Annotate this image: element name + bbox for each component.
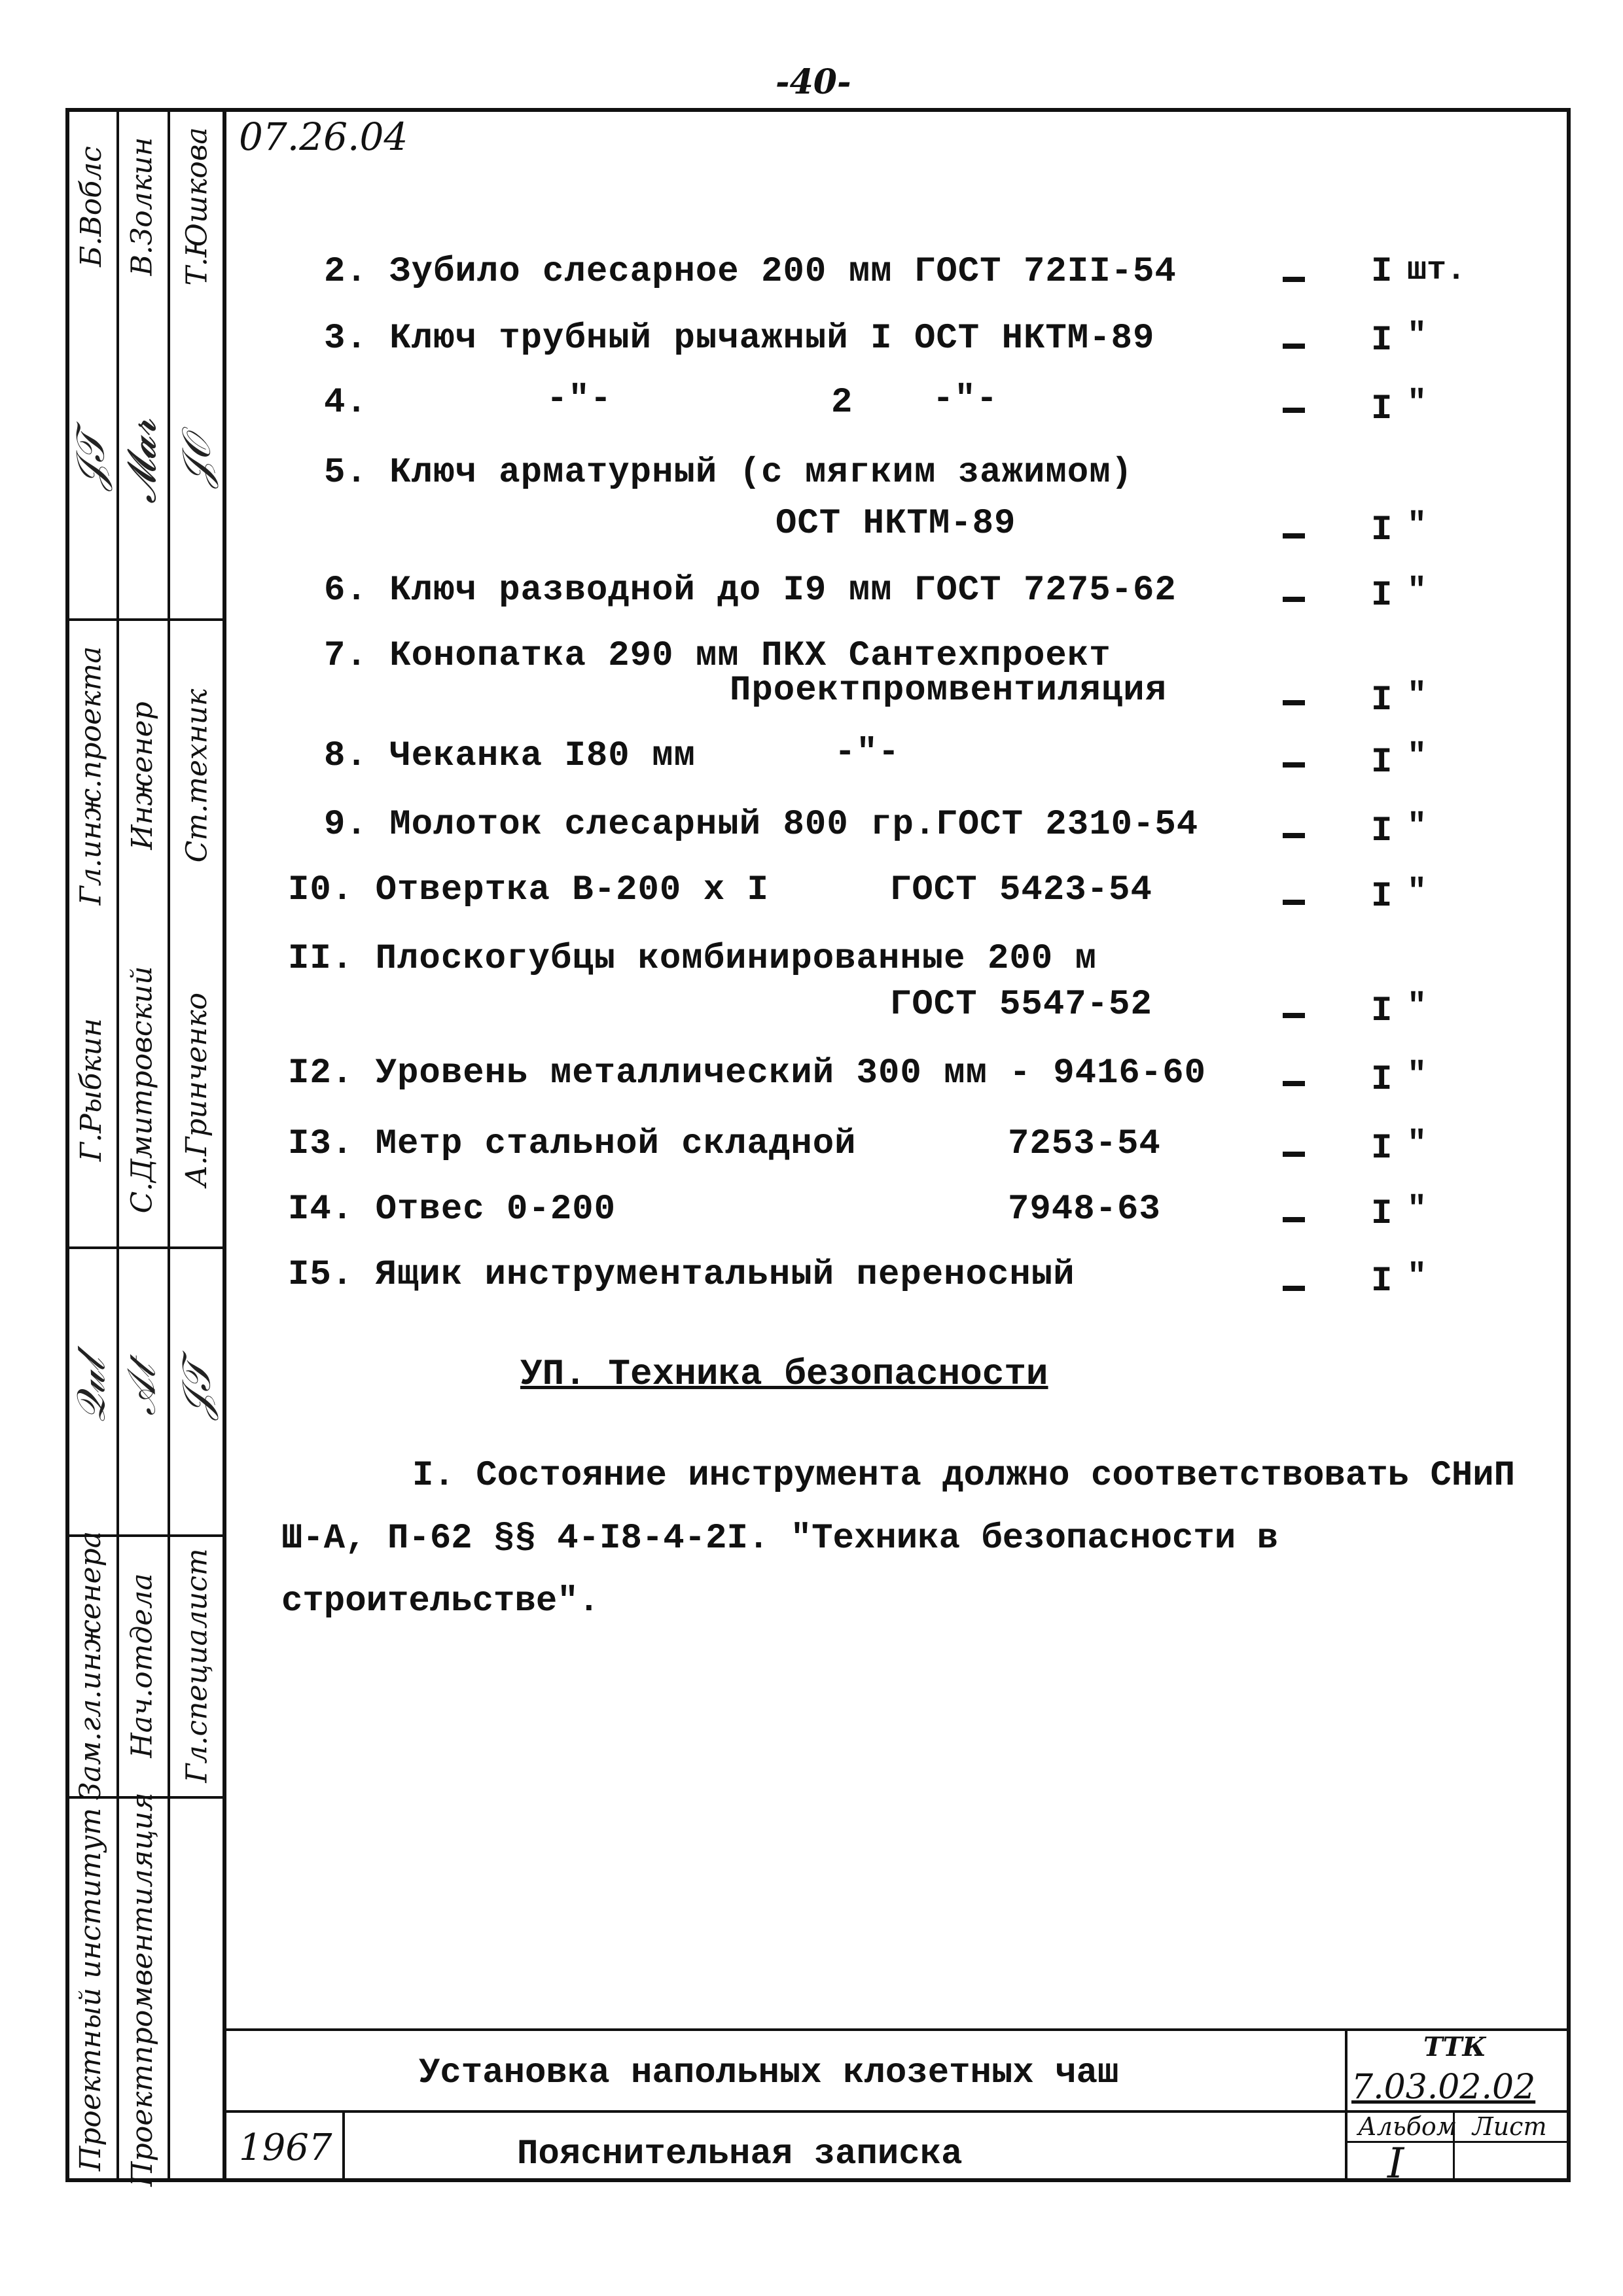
stamp-role: Гл.инж.проекта xyxy=(74,646,108,905)
dash xyxy=(1283,408,1305,413)
ditto: -"- xyxy=(834,733,901,773)
list-item: II. Плоскогубцы комбинированные 200 м xyxy=(288,939,1097,979)
list-item: I5. Ящик инструментальный переносный xyxy=(288,1255,1075,1295)
stamp-name: Т.Юшкова xyxy=(180,126,214,286)
stamp-name: А.Гринченко xyxy=(180,992,214,1187)
stamp-role: Инженер xyxy=(125,701,159,850)
list-item: 4. xyxy=(324,383,368,423)
dash xyxy=(1283,1286,1305,1291)
stamp-name: В.Золкин xyxy=(125,137,159,275)
divider xyxy=(342,2110,345,2182)
dash xyxy=(1283,833,1305,838)
dash xyxy=(1283,277,1305,282)
signature: 𝒥𝒪 xyxy=(173,435,220,487)
stamp-name: Б.Воблс xyxy=(74,145,108,267)
list-item-gost: 7948-63 xyxy=(1008,1190,1161,1229)
ditto: -"- xyxy=(933,380,999,419)
sheet-label: Лист xyxy=(1472,2112,1547,2141)
stamp-institute: Проектный институт xyxy=(74,1807,108,2171)
signature: 𝒥𝒯 xyxy=(174,1362,220,1419)
dash xyxy=(1283,900,1305,905)
qty: I xyxy=(1371,877,1393,917)
document-code: 07.26.04 xyxy=(239,115,408,159)
list-item: 6. Ключ разводной до I9 мм ГОСТ 7275-62 xyxy=(324,571,1177,610)
album-value: I xyxy=(1387,2140,1404,2188)
title-block-year: 1967 xyxy=(239,2127,332,2169)
album-label: Альбом xyxy=(1358,2112,1457,2141)
unit: " xyxy=(1407,1258,1427,1296)
divider xyxy=(1345,2141,1571,2143)
dash xyxy=(1283,1152,1305,1157)
list-item: 2. Зубило слесарное 200 мм ГОСТ 72II-54 xyxy=(324,252,1177,292)
side-stamp xyxy=(65,108,226,2187)
unit: " xyxy=(1407,874,1427,911)
unit: " xyxy=(1407,385,1427,422)
qty: I xyxy=(1371,576,1393,616)
stamp-role: Нач.отдела xyxy=(125,1572,159,1758)
qty: I xyxy=(1371,680,1393,720)
list-item-gost: 7253-54 xyxy=(1008,1124,1161,1164)
unit: " xyxy=(1407,507,1427,544)
signature: 𝒥𝒯 xyxy=(68,433,114,490)
list-item: I3. Метр стальной складной xyxy=(288,1124,857,1164)
list-item: 5. Ключ арматурный (с мягким зажимом) xyxy=(324,453,1133,493)
title-block-code: 7.03.02.02 xyxy=(1351,2068,1536,2107)
divider xyxy=(226,2028,1571,2031)
unit: шт. xyxy=(1407,252,1467,289)
unit: " xyxy=(1407,1125,1427,1163)
qty: I xyxy=(1371,743,1393,783)
dash xyxy=(1283,700,1305,705)
stamp-name: С.Дмитровский xyxy=(125,966,159,1213)
dash xyxy=(1283,597,1305,602)
unit: " xyxy=(1407,677,1427,715)
ditto: -"- xyxy=(546,380,613,419)
unit: " xyxy=(1407,808,1427,845)
stamp-role: Гл.специалист xyxy=(180,1547,214,1783)
qty: I xyxy=(1371,991,1393,1031)
section-title: УП. Техника безопасности xyxy=(520,1353,1048,1395)
stamp-role: Ст.техник xyxy=(180,688,214,862)
unit: " xyxy=(1407,988,1427,1025)
stamp-role: Зам.гл.инженера xyxy=(74,1530,108,1800)
list-item: 9. Молоток слесарный 800 гр.ГОСТ 2310-54 xyxy=(324,805,1199,845)
dash xyxy=(1283,533,1305,539)
signature: 𝒜𝓉 xyxy=(118,1365,165,1416)
signature: 𝒬𝓊𝓁 xyxy=(68,1358,114,1422)
page-number: -40- xyxy=(776,62,851,102)
qty: I xyxy=(1371,1060,1393,1100)
qty: I xyxy=(1371,811,1393,851)
stamp-name: Г.Рыбкин xyxy=(74,1017,108,1161)
dash xyxy=(1283,1013,1305,1018)
list-item-cont: Проектпромвентиляция xyxy=(730,671,1168,711)
unit: " xyxy=(1407,317,1427,355)
list-item: I4. Отвес 0-200 xyxy=(288,1190,616,1229)
qty: I xyxy=(1371,510,1393,550)
section-paragraph: I. Состояние инструмента должно соответствовать СНиП Ш-А, П-62 §§ 4-I8-4-2I. "Техника безопасности в строительстве". xyxy=(281,1456,1516,1621)
list-item-cont: ОСТ НКТМ-89 xyxy=(776,504,1016,544)
list-item-gost: ГОСТ 5547-52 xyxy=(890,985,1152,1025)
list-item: I0. Отвертка В-200 х I xyxy=(288,870,769,910)
list-item-size: 2 xyxy=(831,383,853,423)
qty: I xyxy=(1371,1129,1393,1169)
qty: I xyxy=(1371,321,1393,361)
list-item-gost: ГОСТ 5423-54 xyxy=(890,870,1152,910)
list-item: I2. Уровень металлический 300 мм - 9416-60 xyxy=(288,1053,1207,1093)
dash xyxy=(1283,762,1305,768)
qty: I xyxy=(1371,389,1393,429)
qty: I xyxy=(1371,1194,1393,1234)
title-block-main: Установка напольных клозетных чаш xyxy=(419,2053,1119,2093)
qty: I xyxy=(1371,252,1393,292)
title-block-subtitle: Пояснительная записка xyxy=(517,2134,963,2174)
unit: " xyxy=(1407,738,1427,775)
unit: " xyxy=(1407,1191,1427,1228)
unit: " xyxy=(1407,573,1427,610)
qty: I xyxy=(1371,1262,1393,1301)
title-block-ttk: ТТК xyxy=(1423,2032,1486,2062)
dash xyxy=(1283,344,1305,349)
list-item: 3. Ключ трубный рычажный I ОСТ НКТМ-89 xyxy=(324,319,1155,359)
stamp-institute: Проектпромвентиляция xyxy=(125,1792,159,2187)
list-item: 8. Чеканка I80 мм xyxy=(324,736,696,776)
dash xyxy=(1283,1081,1305,1086)
dash xyxy=(1283,1217,1305,1222)
signature: 𝓜𝓪𝓻 xyxy=(119,419,166,504)
list-item: 7. Конопатка 290 мм ПКХ Сантехпроект xyxy=(324,636,1111,676)
unit: " xyxy=(1407,1057,1427,1094)
divider xyxy=(1345,2028,1347,2182)
